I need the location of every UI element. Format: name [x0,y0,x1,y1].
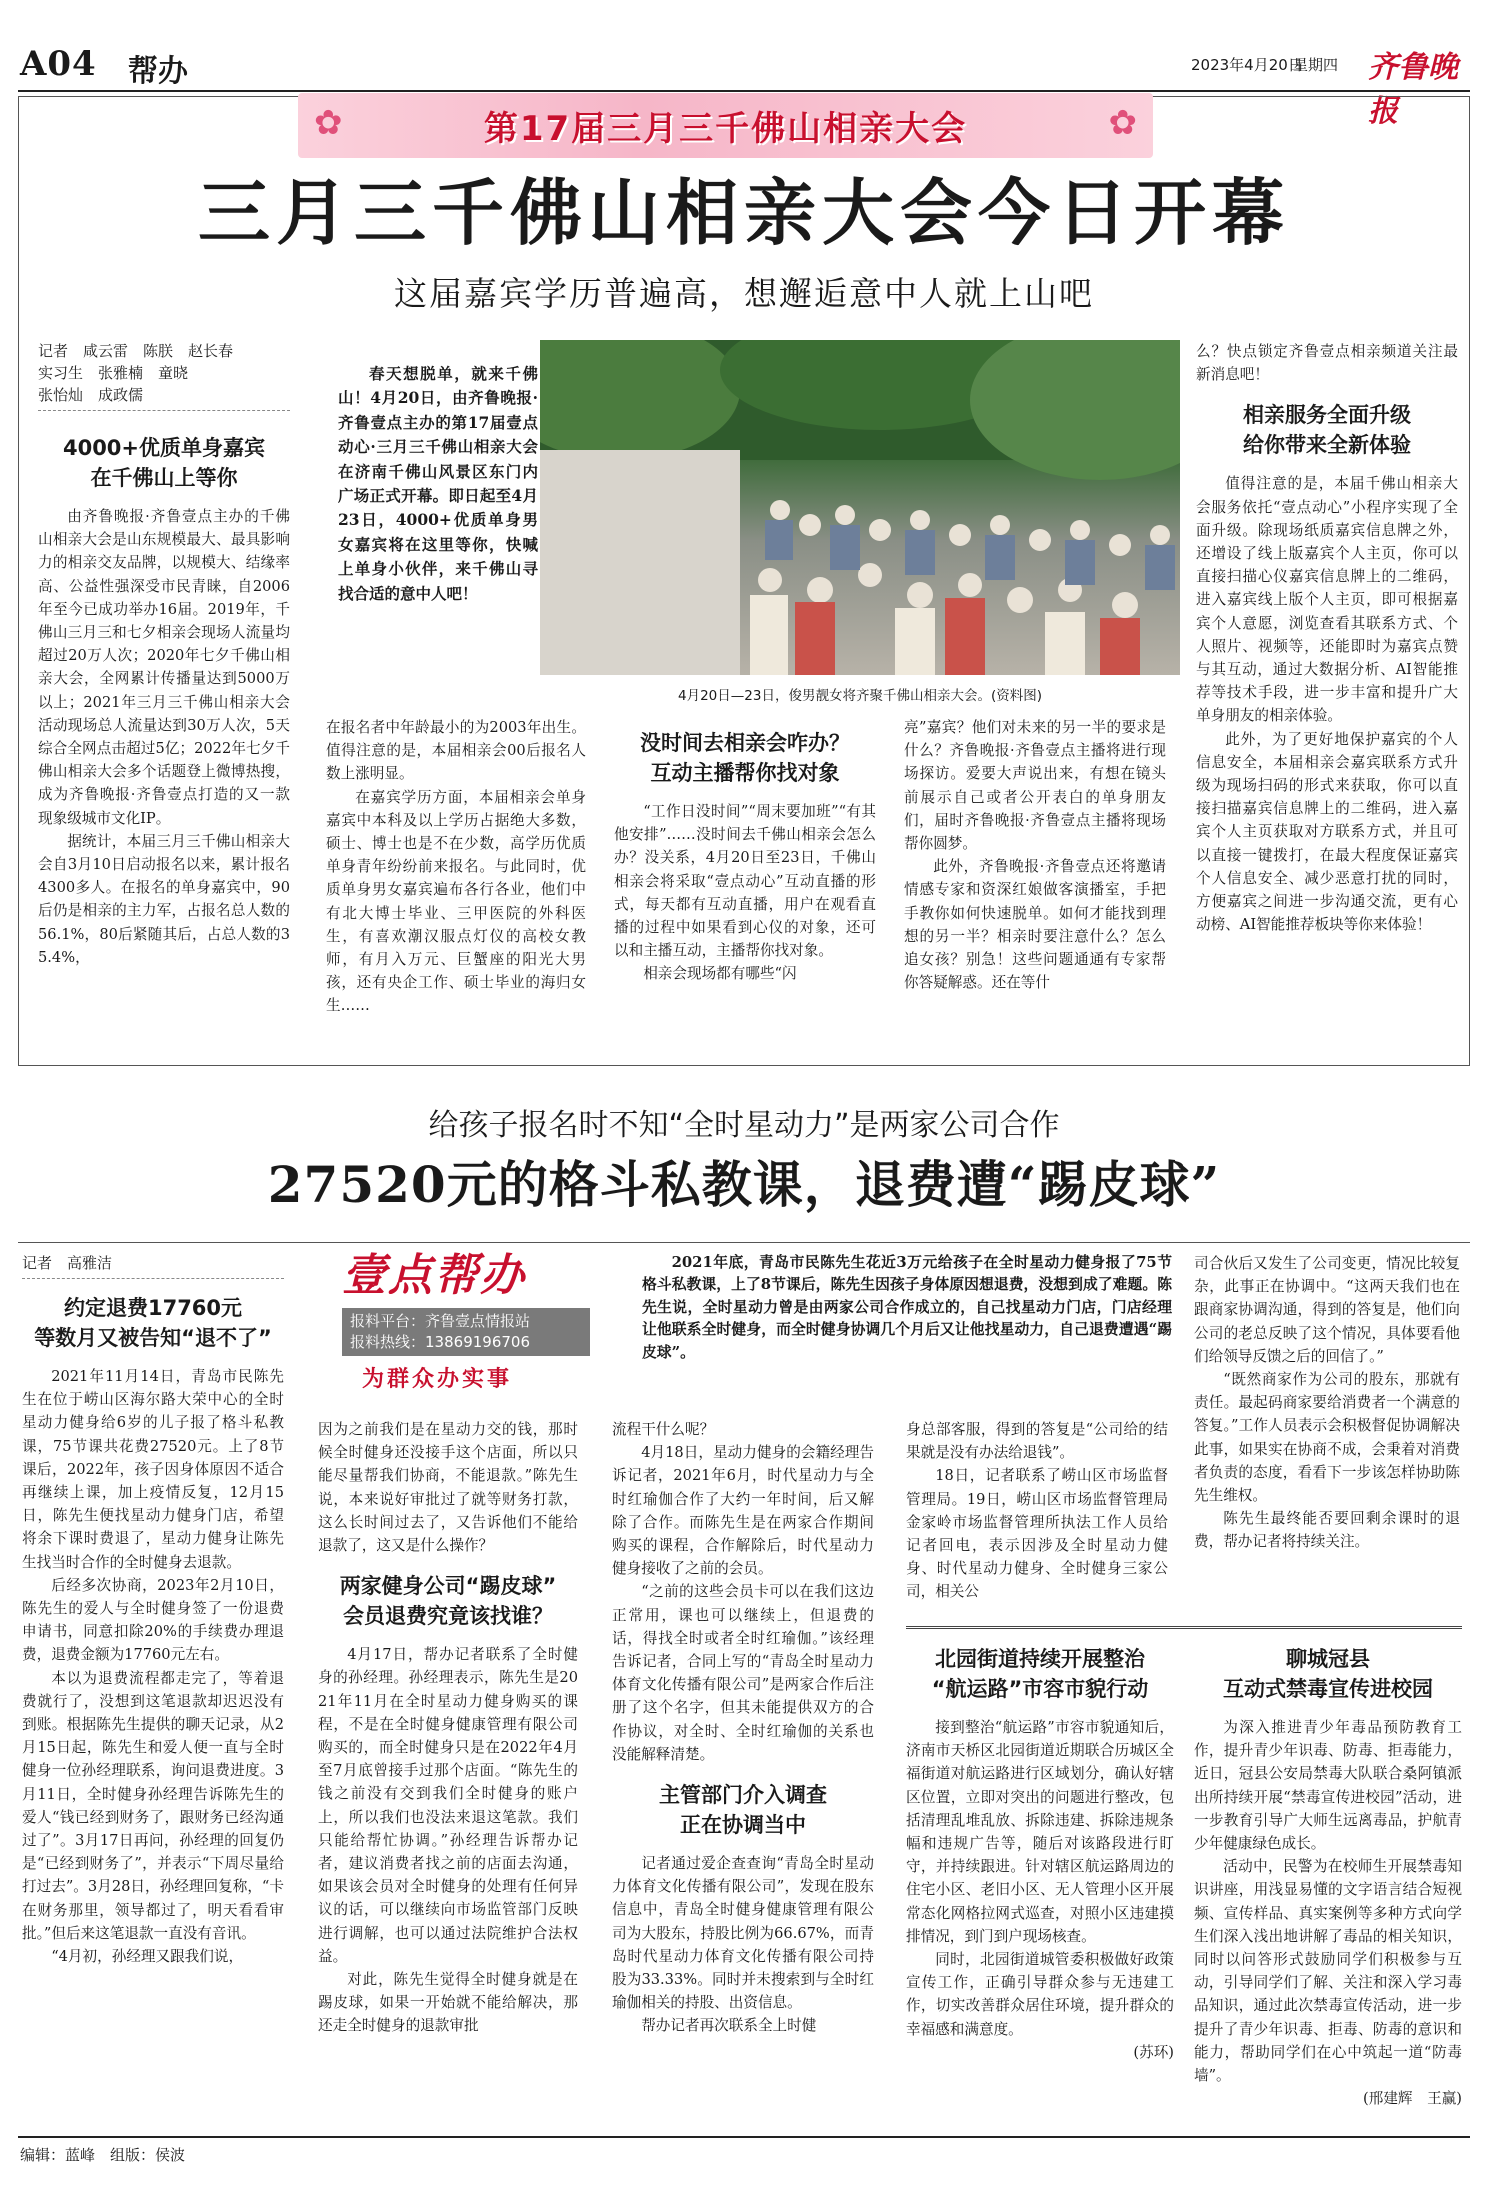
story2-top-rule [18,1242,1470,1243]
paragraph: 亮”嘉宾？他们对未来的另一半的要求是什么？齐鲁晚报·齐鲁壹点主播将进行现场探访。爱要大声说出来，有想在镜头前展示自己或者公开表白的单身朋友们，届时齐鲁晚报·齐鲁壹点主播将现场帮你圆梦。 [904,719,1166,853]
brief2-title [1194,1644,1462,1704]
event-banner [298,93,1153,158]
story2-section-title-3 [612,1780,874,1840]
title-line: 在千佛山上等你 [90,466,238,490]
paragraph: 在嘉宾学历方面，本届相亲会单身嘉宾中本科及以上学历占据绝大多数，硕士、博士也是不在少数，高学历优质单身青年纷纷前来报名。与此同时，优质单身男女嘉宾遍布各行各业，他们中有北大博士毕业、三甲医院的外科医生，有喜欢潮汉服点灯仪的高校女教师，有月入万元、巨蟹座的阳光大男孩，还有央企工作、硕士毕业的海归女生…… [326,788,586,1015]
slogan: 为群众办实事 [362,1366,513,1392]
paragraph: 2021年11月14日，青岛市民陈先生在位于崂山区海尔路大荣中心的全时星动力健身给6岁的儿子报了格斗私教课，75节课共花费27520元。上了8节课后，2022年，孩子因身体原因不适合再继续上课，加上疫情反复，12月15日，陈先生便找星动力健身门店，希望将余下课时费退了，星动力健身让陈先生找当时合作的全时健身去退款。 [22,1368,284,1571]
story1-section-title-1 [38,433,290,493]
weekday: 星期四 [1293,56,1339,74]
paragraph: 据统计，本届三月三千佛山相亲大会自3月10日启动报名以来，累计报名4300多人。在报名的单身嘉宾中，90后仍是相亲的主力军，占报名总人数的56.1%，80后紧随其后，占总人数的35.4%， [38,832,290,966]
paragraph: 因为之前我们是在星动力交的钱，那时候全时健身还没接手这个店面，所以只能尽量帮我们协商，不能退款。”陈先生说，本来说好审批过了就等财务打款，这么长时间过去了，又告诉他们不能给退款了，这又是什么操作？ [318,1421,578,1555]
story1-headline: 三月三千佛山相亲大会今日开幕 [197,170,1290,255]
paragraph: 流程干什么呢？ [612,1421,715,1438]
paragraph: 对此，陈先生觉得全时健身就是在踢皮球，如果一开始就不能给解决，那还走全时健身的退款审批 [318,1971,578,2035]
story2-byline: 记者 高雅洁 [22,1254,113,1272]
lead-paragraph: 2021年底，青岛市民陈先生花近3万元给孩子在全时星动力健身报了75节格斗私教课，上了8节课后，陈先生因孩子身体原因想退费，没想到成了难题。陈先生说，全时星动力曾是由两家公司合作成立的，自己找星动力门店，门店经理让他联系全时健身，而全时健身协调几个月后又让他找星动力，自己退费遭遇“踢皮球”。 [642,1254,1172,1361]
paragraph: 身总部客服，得到的答复是“公司给的结果就是没有办法给退钱”。 [906,1421,1168,1462]
story1-column-1 [38,340,290,1062]
flower-icon: ✿ [314,103,343,143]
paragraph: 此外，为了更好地保护嘉宾的个人信息安全，本届相亲会嘉宾联系方式升级为现场扫码的形式来获取，你可以直接扫描嘉宾信息牌上的二维码，进入嘉宾个人主页获取对方联系方式，并且可以直接一键拨打，在最大程度保证嘉宾个人信息安全、减少恶意打扰的同时，方便嘉宾之间进一步沟通交流，更有心动榜、AI智能推荐板块等你来体验！ [1196,730,1458,934]
brief2-author: (邢建辉 王赢) [1363,2090,1462,2108]
brief1-title [906,1644,1174,1704]
title-line: 聊城冠县 [1286,1647,1370,1671]
paragraph: “4月初，孙经理又跟我们说， [51,1948,244,1966]
story2-column-1 [22,1252,284,2128]
section-name: 帮办 [128,54,188,89]
divider [22,1278,284,1279]
logo-wordmark: 壹点帮办 [342,1250,526,1301]
paragraph: 值得注意的是，本届千佛山相亲大会服务依托“壹点动心”小程序实现了全面升级。除现场纸质嘉宾信息牌之外，还增设了线上版嘉宾个人主页，你可以直接扫描心仪嘉宾信息牌上的二维码，进入嘉宾线上版个人主页，即可根据嘉宾个人意愿，浏览查看其联系方式、个人照片、视频等，还能即时为嘉宾点赞与其互动，通过大数据分析、AI智能推荐等技术手段，进一步丰富和提升广大单身朋友的相亲体验。 [1196,475,1458,725]
title-line: 约定退费17760元 [63,1296,243,1320]
flower-icon: ✿ [1108,103,1137,143]
story1-section-title-2 [614,728,876,788]
brief-beiyuan [906,1636,1174,2126]
yidian-bangban-logo [330,1248,610,1398]
briefs-divider [906,1626,1462,1629]
footer-editor: 编辑：蓝峰 组版：侯波 [20,2146,186,2164]
paragraph: 司合伙后又发生了公司变更，情况比较复杂，此事正在协调中。“这两天我们也在跟商家协调沟通，得到的答复是，他们向公司的老总反映了这个情况，具体要看他们给领导反馈之后的回信了。” [1194,1255,1460,1365]
story1-column-3 [614,716,876,1062]
story2-column-2 [318,1418,578,2128]
paragraph: 接到整治“航运路”市容市貌通知后，济南市天桥区北园街道近期联合历城区全福街道对航运路进行区域划分，确认好辖区位置，立即对突出的问题进行整改，包括清理乱堆乱放、拆除违建、拆除违规条幅和违规广告等，随后对该路段进行盯守，并持续跟进。针对辖区航运路周边的住宅小区、老旧小区、无人管理小区开展常态化网格拉网式巡查，对照小区违建摸排情况，到门到户现场核查。 [906,1719,1174,1945]
story1-column-5 [1196,340,1458,1062]
paragraph: 相亲会现场都有哪些“闪 [643,965,797,983]
paragraph: 为深入推进青少年毒品预防教育工作，提升青少年识毒、防毒、拒毒能力，近日，冠县公安局禁毒大队联合桑阿镇派出所持续开展“禁毒宣传进校园”活动，进一步教育引导广大师生远离毒品，护航青少年健康绿色成长。 [1194,1719,1462,1853]
story1-column-4 [904,716,1166,1062]
paragraph: 本以为退费流程都走完了，等着退费就行了，没想到这笔退款却迟迟没有到账。根据陈先生提供的聊天记录，从2月15日起，陈先生和爱人便一直与全时健身一位孙经理联系，询问退费进度。3月11日，全时健身孙经理告诉陈先生的爱人“钱已经到财务了，跟财务已经沟通过了”。3月17日再问，孙经理的回复仍是“已经到财务了”，并表示“下周尽量给打过去”。3月28日，孙经理回复称，“卡在财务那里，领导都过了，明天看看审批。”但后来这笔退款一直没有音讯。 [22,1669,284,1942]
photo-illustration [540,340,1180,675]
title-line: 互动主播帮你找对象 [650,761,840,785]
platform-label: 报料平台： [350,1312,426,1330]
story2-lead [642,1252,1172,1387]
lead-paragraph: 春天想脱单，就来千佛山！4月20日，由齐鲁晚报·齐鲁壹点主办的第17届壹点动心·三月三千佛山相亲大会在济南千佛山风景区东门内广场正式开幕。即日起至4月23日，4000+优质单身男女嘉宾将在这里等你，快喊上单身小伙伴，来千佛山寻找合适的意中人吧！ [338,364,538,603]
title-line: 两家健身公司“踢皮球” [339,1574,557,1599]
title-line: 北园街道持续开展整治 [935,1647,1145,1671]
paragraph: 18日，记者联系了崂山区市场监督管理局。19日，崂山区市场监督管理局金家岭市场监督管理所执法工作人员给记者回电，表示因涉及全时星动力健身、时代星动力健身、全时健身三家公司，相关公 [906,1467,1168,1601]
title-line: 互动式禁毒宣传进校园 [1223,1677,1433,1701]
banner-title: 第17届三月三千佛山相亲大会 [483,109,968,149]
title-line: 4000+优质单身嘉宾 [62,436,266,460]
hotline-value: 13869196706 [425,1333,530,1351]
story2-section-title-1 [22,1293,284,1353]
paragraph: 此外，齐鲁晚报·齐鲁壹点还将邀请情感专家和资深红娘做客演播室，手把手教你如何快速脱单。如何才能找到理想的另一半？相亲时要注意什么？怎么追女孩？别急！这些问题通通有专家帮你答疑解惑。还在等什 [904,858,1166,992]
byline-line: 张怡灿 成政儒 [38,386,144,404]
story2-column-4 [906,1418,1168,1618]
page-number: A04 [20,44,97,84]
paragraph: “之前的这些会员卡可以在我们这边正常用，课也可以继续上，但退费的话，得找全时或者全时红瑜伽。”该经理告诉记者，合同上写的“青岛全时星动力体育文化传播有限公司”是两家合作后注册了这个名字，但其未能提供双方的合作协议，对全时、全时红瑜伽的关系也没能解释清楚。 [612,1583,874,1763]
story2-column-5 [1194,1252,1460,1622]
title-line: 正在协调当中 [680,1813,806,1838]
paragraph: 么？快点锁定齐鲁壹点相亲频道关注最新消息吧！ [1196,343,1458,384]
paragraph: 活动中，民警为在校师生开展禁毒知识讲座，用浅显易懂的文字语言结合短视频、宣传样品、真实案例等多种方式向学生们深入浅出地讲解了毒品的相关知识，同时以问答形式鼓励同学们积极参与互动，引导同学们了解、关注和深入学习毒品知识，通过此次禁毒宣传活动，进一步提升了青少年识毒、拒毒、防毒的意识和能力，帮助同学们在心中筑起一道“防毒墙”。 [1194,1858,1462,2085]
story1-lead [338,362,538,682]
paper-logo: 齐鲁晚报 [1368,50,1458,129]
title-line: 给你带来全新体验 [1243,433,1411,458]
paragraph: 记者通过爱企查查询“青岛全时星动力体育文化传播有限公司”，发现在股东信息中，青岛全时健身健康管理有限公司为大股东，持股比例为66.67%，而青岛时代星动力体育文化传播有限公司持股为33.33%。同时并未搜索到与全时红瑜伽相关的持股、出资信息。 [612,1855,874,2012]
story1-column-2 [326,716,586,1062]
photo-caption: 4月20日—23日，俊男靓女将齐聚千佛山相亲大会。(资料图) [678,688,1042,704]
title-line: 相亲服务全面升级 [1243,403,1411,428]
title-line: 没时间去相亲会咋办？ [640,731,850,755]
title-line: 会员退费究竟该找谁？ [343,1604,553,1629]
brief-guanxian [1194,1636,1462,2126]
issue-date: 2023年4月20日 [1191,56,1303,74]
story2-column-3 [612,1418,874,2128]
platform-value: 齐鲁壹点情报站 [425,1312,531,1330]
paragraph: 4月18日，星动力健身的会籍经理告诉记者，2021年6月，时代星动力与全时红瑜伽合作了大约一年时间，后又解除了合作。而陈先生是在两家合作期间购买的课程，合作解除后，时代星动力健身接收了之前的会员。 [612,1444,874,1578]
paragraph: “工作日没时间”“周末要加班”“有其他安排”……没时间去千佛山相亲会怎么办？没关系，4月20日至23日，千佛山相亲会将采取“壹点动心”互动直播的形式，每天都有互动直播，用户在观看直播的过程中如果看到心仪的对象，还可以和主播互动，主播帮你找对象。 [614,803,876,960]
story1-subheadline: 这届嘉宾学历普遍高，想邂逅意中人就上山吧 [394,274,1094,313]
title-line: 主管部门介入调查 [659,1783,827,1808]
paragraph: 后经多次协商，2023年2月10日，陈先生的爱人与全时健身签了一份退费申请书，同意扣除20%的手续费办理退费，退费金额为17760元左右。 [22,1576,284,1664]
story1-section-title-3 [1196,400,1458,460]
paragraph: 同时，北园街道城管委积极做好政策宣传工作，正确引导群众参与无违建工作，切实改善群众居住环境，提升群众的幸福感和满意度。 [906,1951,1174,2038]
paragraph: 在报名者中年龄最小的为2003年出生。值得注意的是，本届相亲会00后报名人数上涨明显。 [326,719,586,783]
paragraph: 陈先生最终能否要回剩余课时的退费，帮办记者将持续关注。 [1194,1510,1460,1551]
hotline-label: 报料热线： [350,1333,426,1351]
story2-kicker: 给孩子报名时不知“全时星动力”是两家公司合作 [428,1108,1060,1143]
paragraph: 由齐鲁晚报·齐鲁壹点主办的千佛山相亲大会是山东规模最大、最具影响力的相亲交友品牌，以规模大、结缘率高、公益性强深受市民青睐，自2006年至今已成功举办16届。2019年，千佛山三月三和七夕相亲会现场人流量均超过20万人次；2020年七夕千佛山相亲大会，全网累计传播量达到5000万以上；2021年三月三千佛山相亲大会活动现场总人流量达到30万人次，5天综合全网点击超过5亿；2022年七夕千佛山相亲大会多个话题登上微博热搜，成为齐鲁晚报·齐鲁壹点打造的又一款现象级城市文化IP。 [38,508,290,827]
byline-line: 实习生 张雅楠 童晓 [38,364,189,382]
hotline-box [342,1308,590,1356]
crowd-photo [540,340,1180,675]
paragraph: “既然商家作为公司的股东，那就有责任。最起码商家要给消费者一个满意的答复。”工作人员表示会积极督促协调解决此事，如果实在协商不成，会秉着对消费者负责的态度，看看下一步该怎样协助陈先生维权。 [1194,1371,1460,1505]
brief1-author: (苏环) [1133,2043,1174,2061]
title-line: “航运路”市容市貌行动 [931,1677,1149,1701]
story2-section-title-2 [318,1571,578,1631]
paragraph: 帮办记者再次联系全上时健 [641,2017,817,2035]
story2-headline: 27520元的格斗私教课，退费遭“踢皮球” [267,1155,1221,1214]
footer-rule [18,2136,1470,2138]
story1-byline [38,340,290,406]
divider [38,410,290,411]
byline-line: 记者 咸云雷 陈朕 赵长春 [38,342,234,360]
paragraph: 4月17日，帮办记者联系了全时健身的孙经理。孙经理表示，陈先生是2021年11月在全时星动力健身购买的课程，不是在全时健身健康管理有限公司购买的，而全时健身只是在2022年4月至7月底曾接手过那个店面。“陈先生的钱之前没有交到我们全时健身的账户上，所以我们也没法来退这笔款。我们只能给帮忙协调。”孙经理告诉帮办记者，建议消费者找之前的店面去沟通，如果该会员对全时健身的处理有任何异议的话，可以继续向市场监管部门反映进行调解，也可以通过法院维护合法权益。 [318,1646,578,1965]
title-line: 等数月又被告知“退不了” [34,1326,272,1350]
